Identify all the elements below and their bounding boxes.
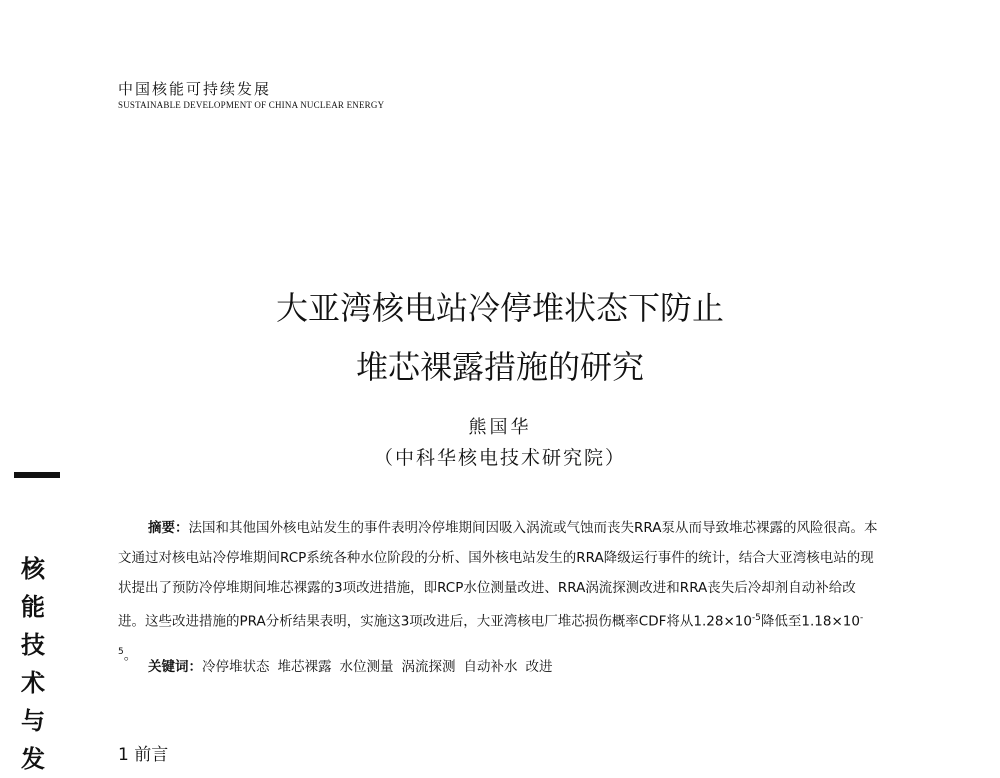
abstract-text: 降低至1.18×10 — [760, 613, 860, 630]
keyword: 改进 — [525, 659, 553, 675]
side-char: 与 — [21, 706, 45, 735]
keywords-label: 关键词： — [148, 659, 202, 675]
keyword: 冷停堆状态 — [202, 659, 270, 675]
side-char: 发 — [21, 744, 45, 773]
keyword: 水位测量 — [339, 659, 394, 675]
side-section-label — [18, 550, 48, 778]
journal-name-zh: 中国核能可持续发展 — [118, 80, 272, 98]
journal-name-en: SUSTAINABLE DEVELOPMENT OF CHINA NUCLEAR ENERGY — [118, 100, 385, 110]
abstract — [118, 513, 880, 670]
keyword: 堆芯裸露 — [277, 659, 332, 675]
side-char: 术 — [21, 668, 45, 697]
abstract-exponent: -5 — [751, 613, 761, 623]
side-char: 技 — [21, 630, 45, 659]
side-char: 能 — [21, 592, 45, 621]
keyword: 涡流探测 — [401, 659, 456, 675]
abstract-text: 法国和其他国外核电站发生的事件表明冷停堆期间因吸入涡流或气蚀而丧失RRA泵从而导致堆芯裸露的风险很高。本文通过对核电站冷停堆期间RCP系统各种水位阶段的分析、国外核电站发生的RRA降级运行事件的统计，结合大亚湾核电站的现状提出了预防冷停堆期间堆芯裸露的3项改进措施，即RCP水位测量改进、RRA涡流探测改进和RRA丧失后冷却剂自动补给改进。这些改进措施的PRA分析结果表明，实施这3项改进后，大亚湾核电厂堆芯损伤概率CDF将从1.28×10 — [118, 520, 878, 630]
abstract-text: 。 — [123, 647, 138, 663]
abstract-exponent: -5 — [118, 613, 864, 657]
abstract-label: 摘要： — [148, 520, 189, 536]
keywords — [148, 652, 888, 682]
paper-title-line-1: 大亚湾核电站冷停堆状态下防止 — [275, 289, 724, 327]
author-name: 熊国华 — [468, 417, 532, 438]
keyword: 自动补水 — [463, 659, 518, 675]
paper-title-line-2: 堆芯裸露措施的研究 — [355, 348, 644, 386]
side-char: 核 — [21, 554, 45, 583]
side-marker-bar — [14, 472, 60, 478]
section-heading: 1 前言 — [118, 745, 169, 765]
author-affiliation: （中科华核电技术研究院） — [373, 447, 626, 469]
